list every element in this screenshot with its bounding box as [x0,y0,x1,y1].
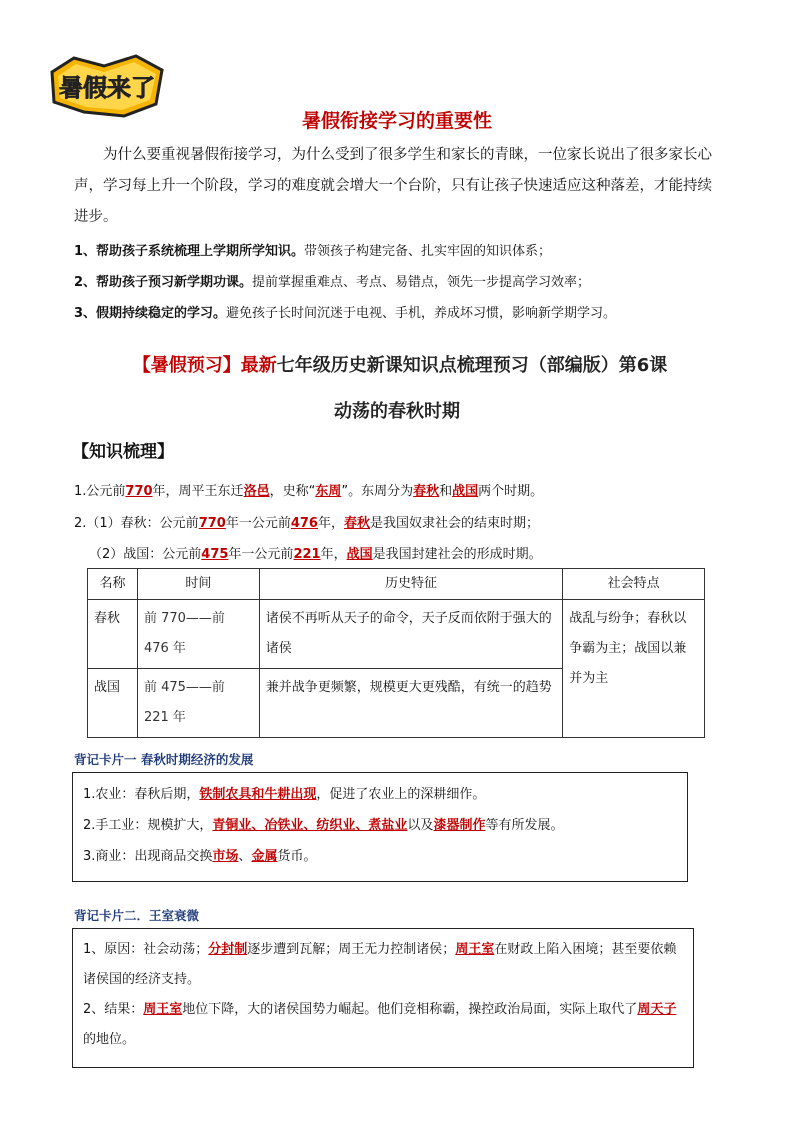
knowledge-line-2: 2.（1）春秋：公元前770年一公元前476年，春秋是我国奴隶社会的结束时期； [74,516,540,531]
header-name: 名称 [88,569,138,600]
knowledge-line-3: （2）战国：公元前475年一公元前221年，战国是我国封建社会的形成时期。 [89,547,542,562]
card1-row-3: 3.商业：出现商品交换市场、金属货币。 [83,849,317,864]
row-time: 前 475——前 221 年 [137,669,259,738]
header-social: 社会特点 [563,569,705,600]
point-2: 2、帮助孩子预习新学期功课。提前掌握重难点、考点、易错点，领先一步提高学习效率； [74,275,591,290]
card2-title: 背记卡片二．王室衰微 [74,908,200,923]
row-name: 春秋 [88,600,138,669]
lesson-subtitle: 动荡的春秋时期 [334,401,460,422]
header-time: 时间 [137,569,259,600]
lesson-tag: 【暑假预习】最新 [132,355,277,376]
card1 [72,772,688,882]
social-feature-cell: 战乱与纷争；春秋以争霸为主；战国以兼并为主 [563,600,705,738]
history-table [87,568,705,738]
card2-row-2: 2、结果：周王室地位下降，大的诸侯国势力崛起。他们竞相称霸，操控政治局面，实际上取代了周天子的地位。 [83,1002,677,1047]
point-1: 1、帮助孩子系统梳理上学期所学知识。带领孩子构建完备、扎实牢固的知识体系； [74,244,552,259]
row-feature: 诸侯不再听从天子的命令，天子反而依附于强大的诸侯 [259,600,562,669]
row-name: 战国 [88,669,138,738]
card1-title: 背记卡片一 春秋时期经济的发展 [74,752,254,767]
table-row [88,600,705,669]
row-time: 前 770——前 476 年 [137,600,259,669]
table-header-row [88,569,705,600]
knowledge-heading: 【知识梳理】 [72,442,174,462]
card2-row-1: 1、原因：社会动荡；分封制逐步遭到瓦解；周王无力控制诸侯；周王室在财政上陷入困境；甚至要依赖诸侯国的经济支持。 [83,942,677,987]
row-feature: 兼并战争更频繁，规模更大更残酷，有统一的趋势 [259,669,562,738]
intro-title: 暑假衔接学习的重要性 [301,110,492,132]
intro-paragraph: 为什么要重视暑假衔接学习，为什么受到了很多学生和家长的青睐，一位家长说出了很多家长心声，学习每上升一个阶段，学习的难度就会增大一个台阶，只有让孩子快速适应这种落差，才能持续进步。 [74,147,712,225]
logo-text: 暑假来了 [59,74,155,102]
card1-row-1: 1.农业：春秋后期，铁制农具和牛耕出现，促进了农业上的深耕细作。 [83,787,486,802]
point-3: 3、假期持续稳定的学习。避免孩子长时间沉迷于电视、手机，养成坏习惯，影响新学期学习。 [74,306,617,321]
card1-row-2: 2.手工业：规模扩大，青铜业、冶铁业、纺织业、煮盐业以及漆器制作等有所发展。 [83,818,564,833]
card2 [72,928,694,1068]
lesson-title: 【暑假预习】最新七年级历史新课知识点梳理预习（部编版）第6课 [132,355,668,376]
header-feature: 历史特征 [259,569,562,600]
knowledge-line-1: 1.公元前770年，周平王东迁洛邑，史称“东周”。东周分为春秋和战国两个时期。 [74,484,544,499]
